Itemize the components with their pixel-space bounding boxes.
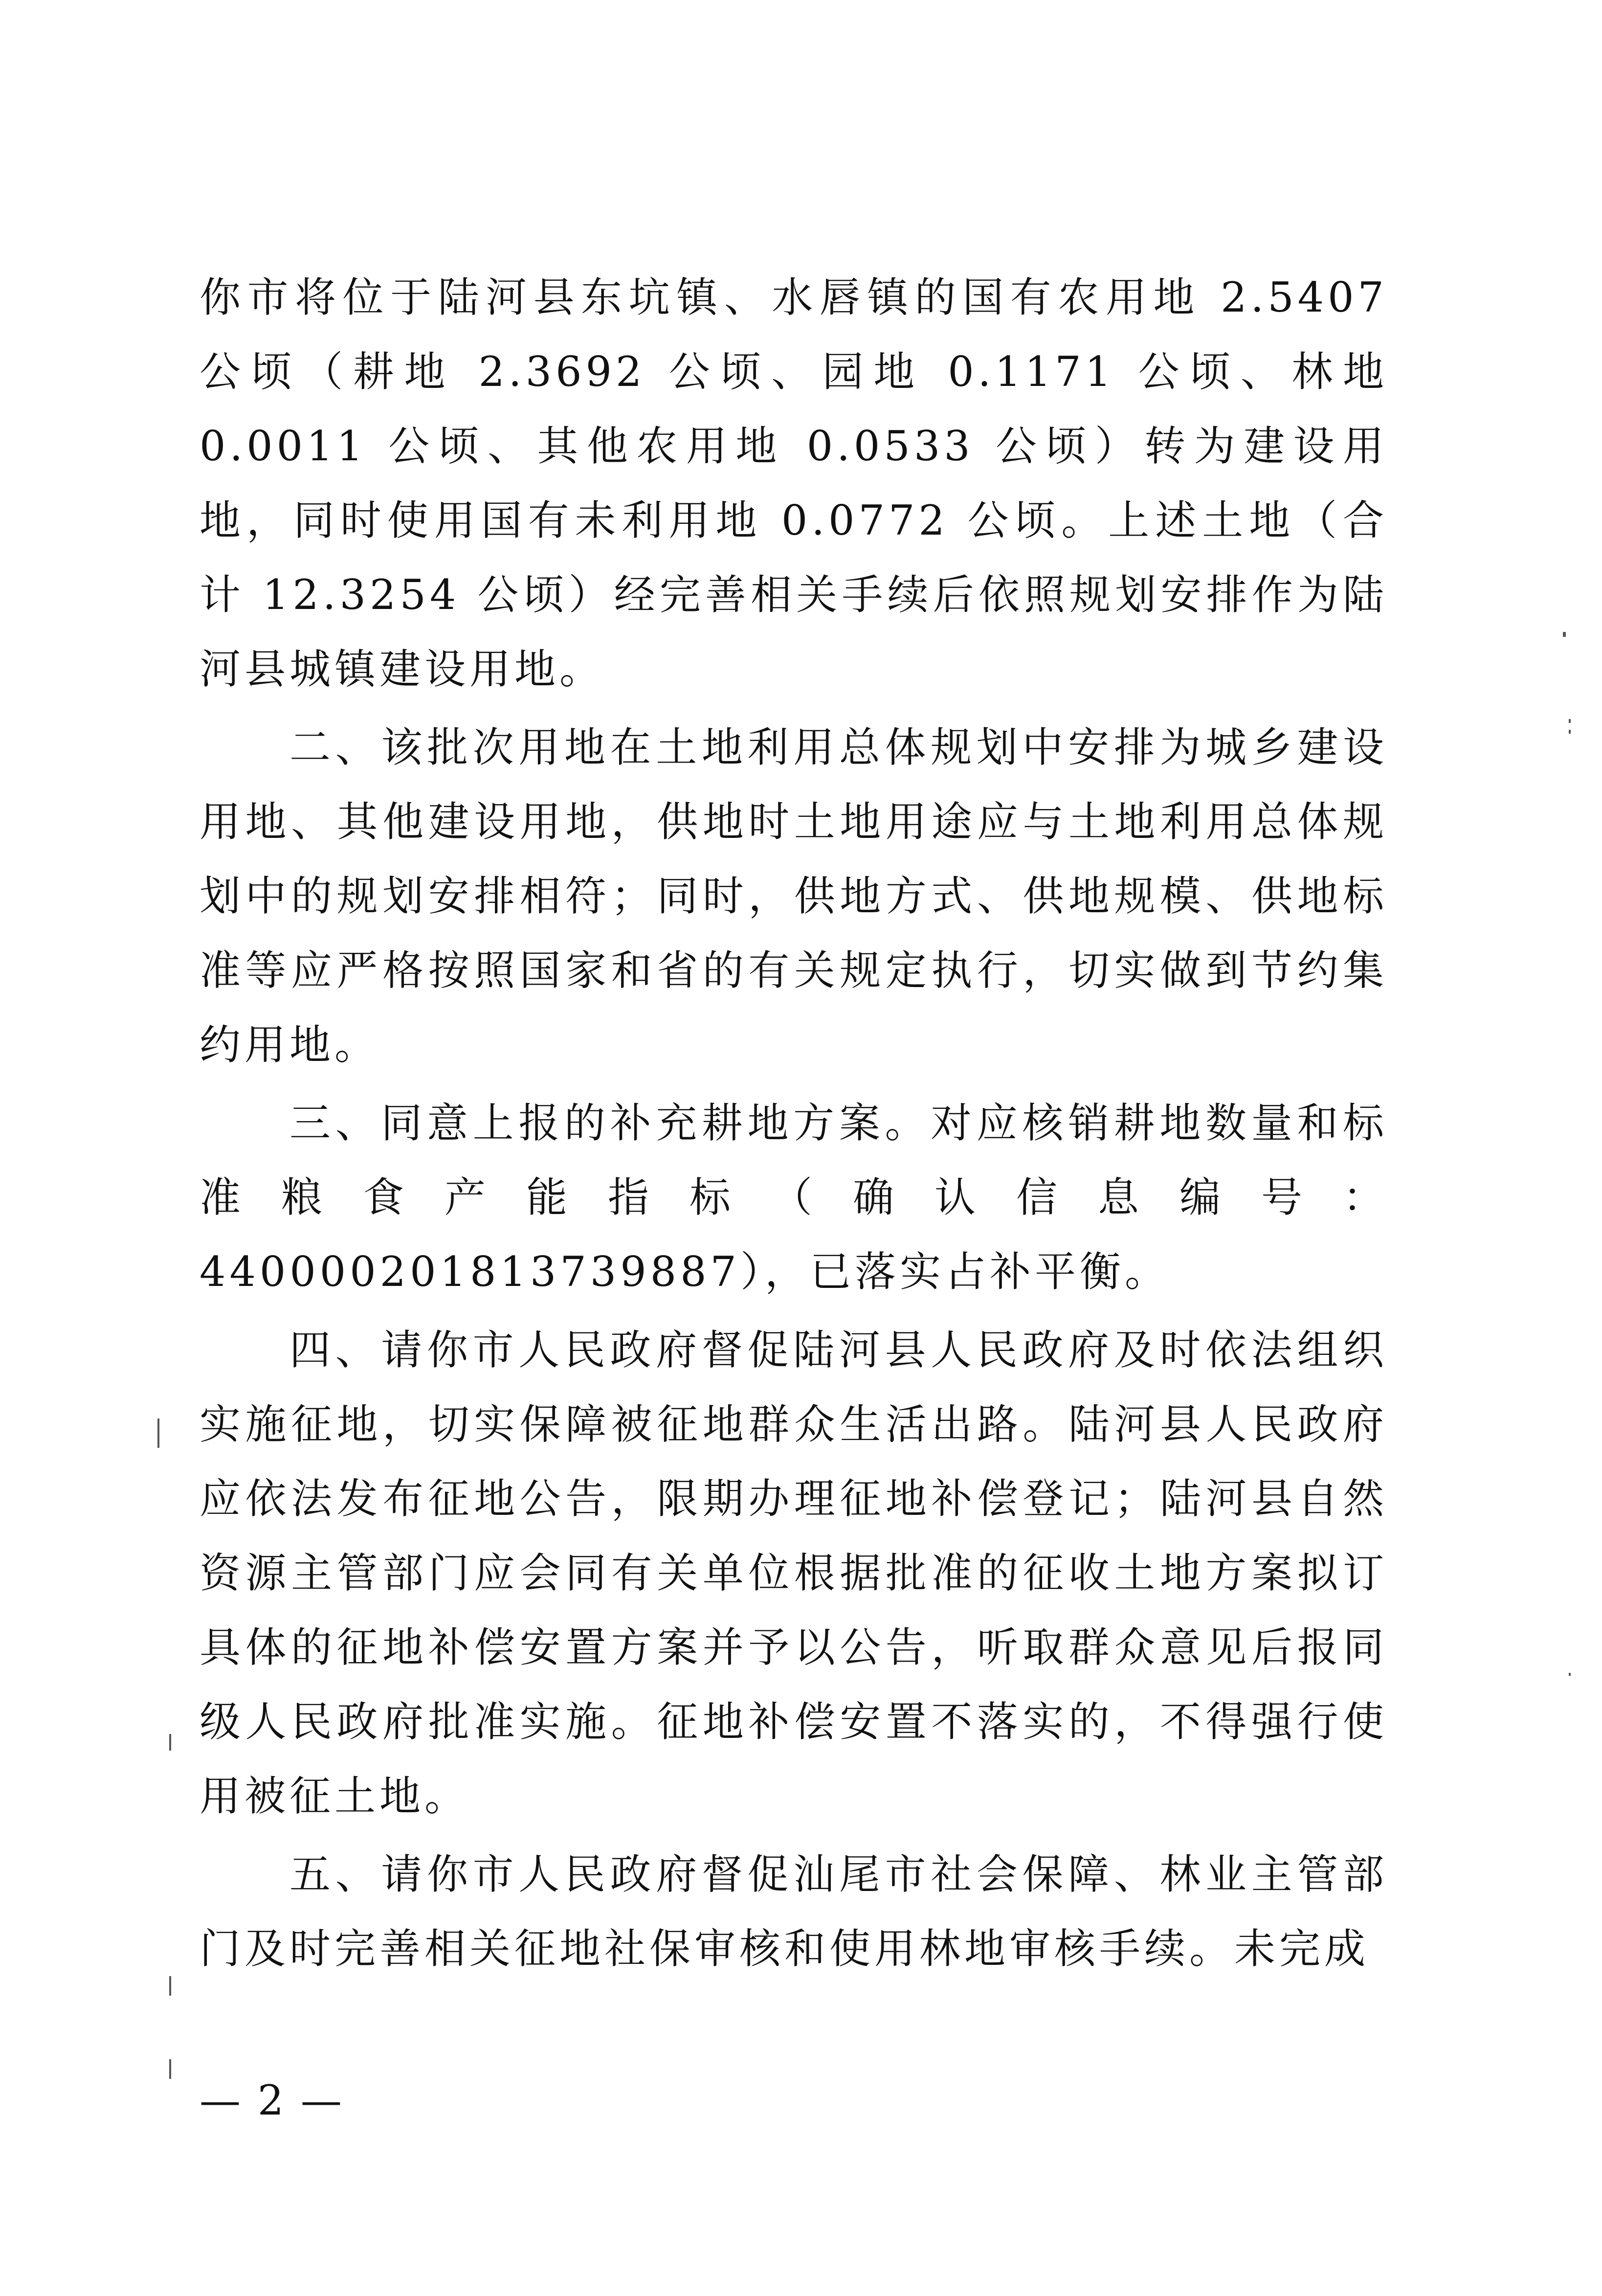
paragraph-continuation: 你市将位于陆河县东坑镇、水唇镇的国有农用地 2.5407 公顷（耕地 2.3692 公顷、园地 0.1171 公顷、林地 0.0011 公顷、其他农用地 0.0533 公顷）转为建设用地，同时使用国有未利用地 0.0772 公顷。上述土地（合计 12.3254 公顷）经完善相关手续后依照规划安排作为陆河县城镇建设用地。 xyxy=(200,273,1388,693)
paragraph-item-4: 四、请你市人民政府督促陆河县人民政府及时依法组织实施征地，切实保障被征地群众生活出路。陆河县人民政府应依法发布征地公告，限期办理征地补偿登记；陆河县自然资源主管部门应会同有关单位根据批准的征收土地方案拟订具体的征地补偿安置方案并予以公告，听取群众意见后报同级人民政府批准实施。征地补偿安置不落实的，不得强行使用被征土地。 xyxy=(200,1326,1388,1820)
scan-mark xyxy=(1569,730,1571,734)
scan-mark xyxy=(1563,632,1566,637)
scan-mark xyxy=(169,2059,171,2079)
scan-mark xyxy=(1569,1673,1571,1676)
scan-mark xyxy=(169,1976,171,1996)
scan-mark xyxy=(1569,719,1571,723)
scan-mark xyxy=(157,1418,159,1448)
paragraph-item-2: 二、该批次用地在土地利用总体规划中安排为城乡建设用地、其他建设用地，供地时土地用途应与土地利用总体规划中的规划安排相符；同时，供地方式、供地规模、供地标准等应严格按照国家和省的有关规定执行，切实做到节约集约用地。 xyxy=(200,723,1388,1069)
page-number: — 2 — xyxy=(200,2076,344,2124)
paragraph-item-5: 五、请你市人民政府督促汕尾市社会保障、林业主管部门及时完善相关征地社保审核和使用林地审核手续。未完成 xyxy=(200,1850,1388,1973)
paragraph-item-3: 三、同意上报的补充耕地方案。对应核销耕地数量和标准粮食产能指标（确认信息编号：440000201813739887），已落实占补平衡。 xyxy=(200,1099,1388,1296)
scan-mark xyxy=(169,1734,171,1751)
document-body xyxy=(200,260,1388,1990)
